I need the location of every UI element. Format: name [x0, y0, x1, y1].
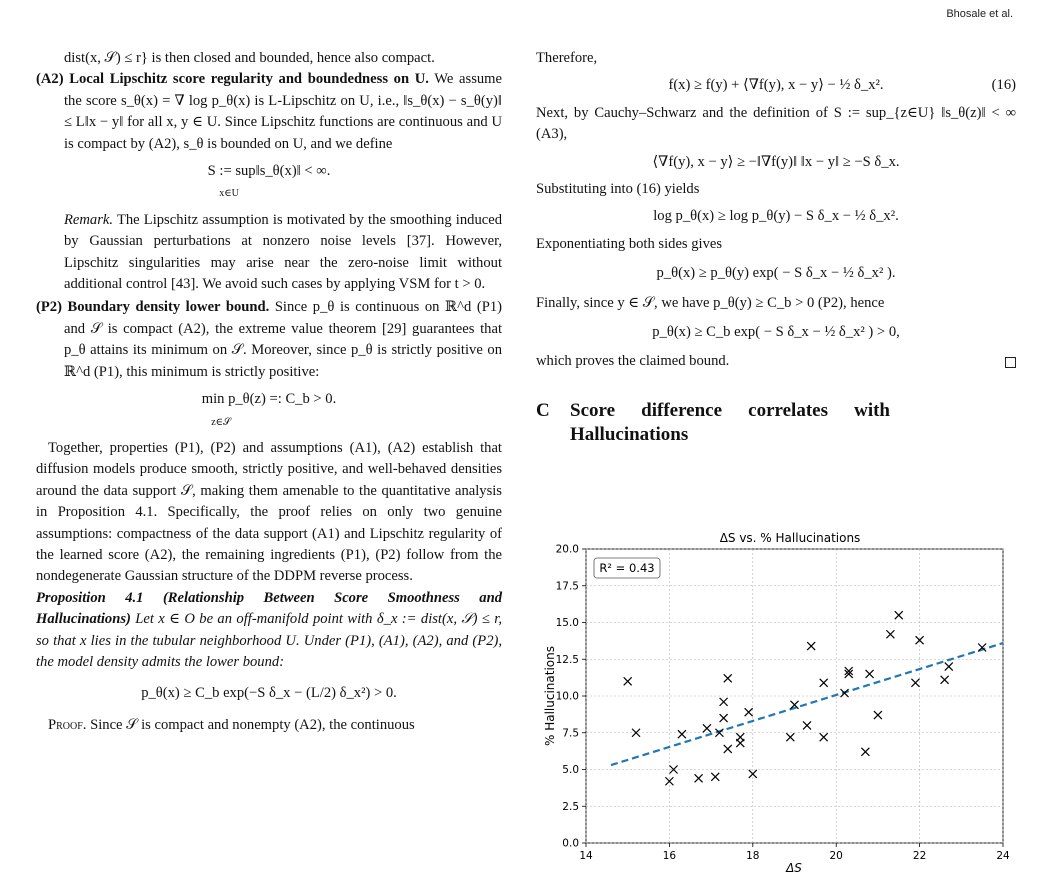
x-tick-label: 16	[662, 850, 677, 862]
y-tick-label: 17.5	[555, 580, 579, 593]
r2-annotation: R² = 0.43	[599, 561, 655, 575]
chart-title: ΔS vs. % Hallucinations	[719, 531, 861, 545]
data-points	[624, 611, 986, 785]
x-axis-ticks	[579, 843, 1010, 862]
data-point	[874, 711, 882, 719]
data-point	[745, 708, 753, 716]
section-title: Score difference correlates with Hallucinations	[570, 399, 890, 445]
section-heading	[536, 399, 1016, 447]
paragraph-compact: dist(x, 𝒮) ≤ r} is then closed and bounded, hence also compact.	[64, 50, 435, 66]
equation-min	[36, 389, 502, 432]
y-axis-ticks	[556, 544, 586, 850]
data-point	[724, 745, 732, 753]
a2-label: (A2) Local Lipschitz score regularity and boundedness on U.	[36, 71, 429, 88]
data-point	[678, 730, 686, 738]
substituting: Substituting into (16) yields	[536, 181, 700, 198]
exponentiating: Exponentiating both sides gives	[536, 235, 723, 252]
p2-body: Since p_θ is continuous on ℝ^d (P1) and 𝒮 is compact (A2), the extreme value theorem [29] guarantees that p_θ attains its minimum on 𝒮. Moreover, since p_θ is strictly positive on ℝ^d (P1), this minimum is strictly positive:	[64, 299, 503, 380]
finally: Finally, since y ∈ 𝒮, we have p_θ(y) ≥ C_b > 0 (P2), hence	[536, 294, 885, 311]
qed-icon	[1005, 357, 1016, 368]
equation-min-sub: z∈𝒮	[211, 416, 231, 428]
data-point	[841, 689, 849, 697]
data-point	[866, 670, 874, 678]
data-point	[820, 733, 828, 741]
data-point	[807, 642, 815, 650]
data-point	[736, 733, 744, 741]
y-tick-label: 12.5	[555, 653, 579, 666]
data-point	[820, 679, 828, 687]
a2-body: We assume the score s_θ(x) = ∇ log p_θ(x) is L-Lipschitz on U, i.e., ‖s_θ(x) − s_θ(y)‖ ≤ L‖x − y‖ for all x, y ∈ U. Since Lipschitz functions are continuous and U is compact by (A2), s_θ is bounded on U, and we define	[64, 71, 503, 152]
data-point	[886, 630, 894, 638]
data-point	[941, 676, 949, 684]
equation-S-text: S := sup‖s_θ(x)‖ < ∞.	[207, 163, 331, 180]
proof-body: Since 𝒮 is compact and nonempty (A2), the continuous	[86, 716, 415, 733]
x-tick-label: 18	[746, 850, 760, 862]
x-tick-label: 14	[579, 850, 593, 862]
x-tick-label: 24	[996, 850, 1010, 862]
data-point	[624, 677, 632, 685]
data-point	[703, 724, 711, 732]
equation-S	[36, 161, 502, 204]
therefore: Therefore,	[536, 50, 598, 66]
remark	[36, 210, 502, 296]
equation-cs: ⟨∇f(y), x − y⟩ ≥ −‖∇f(y)‖ ‖x − y‖ ≥ −S δ_x.	[652, 153, 900, 170]
y-tick-label: 0.0	[562, 837, 579, 850]
proof-label: Proof.	[48, 716, 87, 733]
together-paragraph: Together, properties (P1), (P2) and assumptions (A1), (A2) establish that diffusion models produce smooth, strictly positive, and well-behaved densities around the data support 𝒮, making them amenable to the quantitative analysis in Proposition 4.1. Specifically, the proof relies on only two genuine assumptions: compactness of the data support (A1) and Lipschitz regularity of the learned score (A2), the remaining ingredients (P1), (P2) follow from the nondegenerate Gaussian structure of the DDPM reverse process.	[36, 439, 502, 585]
equation-16-number: (16)	[991, 77, 1016, 94]
x-axis-label: ΔS	[786, 861, 802, 875]
y-tick-label: 7.5	[562, 727, 579, 740]
right-column	[536, 48, 1016, 447]
proposition	[36, 588, 502, 674]
data-point	[861, 748, 869, 756]
equation-16-text: f(x) ≥ f(y) + ⟨∇f(y), x − y⟩ − ½ δ_x².	[668, 77, 884, 94]
y-tick-label: 15.0	[555, 617, 579, 629]
data-point	[720, 698, 728, 706]
data-point	[749, 770, 757, 778]
scatter-chart	[540, 528, 1015, 883]
equation-min-text: min p_θ(z) =: C_b > 0.	[201, 391, 337, 408]
data-point	[786, 733, 794, 741]
proposition-body: Let x ∈ O be an off-manifold point with δ_x := dist(x, 𝒮) ≤ r, so that x lies in the tubular neighborhood U. Under (P1), (A1), (A2), and (P2), the model density admits the lower bound:	[36, 611, 502, 670]
data-point	[945, 663, 953, 671]
data-point	[711, 773, 719, 781]
remark-label: Remark.	[64, 211, 114, 228]
data-point	[895, 611, 903, 619]
regression-line	[611, 643, 1003, 765]
y-axis-label: % Hallucinations	[543, 646, 557, 746]
y-tick-label: 20.0	[555, 543, 579, 556]
y-tick-label: 10.0	[555, 690, 579, 703]
y-tick-label: 2.5	[562, 800, 579, 813]
x-tick-label: 20	[829, 850, 843, 862]
equation-proposition: p_θ(x) ≥ C_b exp(−S δ_x − (L/2) δ_x²) > 0.	[141, 685, 397, 702]
data-point	[803, 721, 811, 729]
equation-S-sub: x∈U	[219, 188, 239, 200]
remark-body: The Lipschitz assumption is motivated by the smoothing induced by Gaussian perturbations at nonzero noise levels [37]. However, Lipschitz singularities may arise near the zero-noise limit without additional control [43]. We avoid such cases by applying VSM for t > 0.	[64, 211, 502, 293]
equation-16	[536, 75, 1016, 96]
p2-label: (P2) Boundary density lower bound.	[36, 299, 270, 316]
data-point	[695, 774, 703, 782]
section-number: C	[536, 399, 550, 421]
x-tick-label: 22	[912, 850, 927, 862]
proof-start	[36, 715, 502, 736]
proves-paragraph	[536, 351, 1016, 372]
cauchy-schwarz: Next, by Cauchy–Schwarz and the definition of S := sup_{z∈U} ‖s_θ(z)‖ < ∞ (A3),	[536, 104, 1016, 143]
data-point	[911, 679, 919, 687]
assumption-a2	[36, 69, 502, 155]
equation-log: log p_θ(x) ≥ log p_θ(y) − S δ_x − ½ δ_x².	[653, 208, 899, 225]
equation-exp: p_θ(x) ≥ p_θ(y) exp( − S δ_x − ½ δ_x² ).	[656, 265, 896, 282]
running-head: Bhosale et al.	[946, 8, 1013, 20]
data-point	[724, 674, 732, 682]
y-tick-label: 5.0	[562, 764, 579, 776]
data-point	[720, 714, 728, 722]
grid-lines	[586, 549, 1003, 843]
proves-text: which proves the claimed bound.	[536, 353, 730, 370]
property-p2	[36, 297, 502, 383]
equation-final: p_θ(x) ≥ C_b exp( − S δ_x − ½ δ_x² ) > 0,	[652, 324, 900, 341]
left-column	[36, 48, 502, 736]
proposition-label: Proposition 4.1 (Relationship Between Score Smoothness and Hallucinations)	[36, 589, 502, 628]
